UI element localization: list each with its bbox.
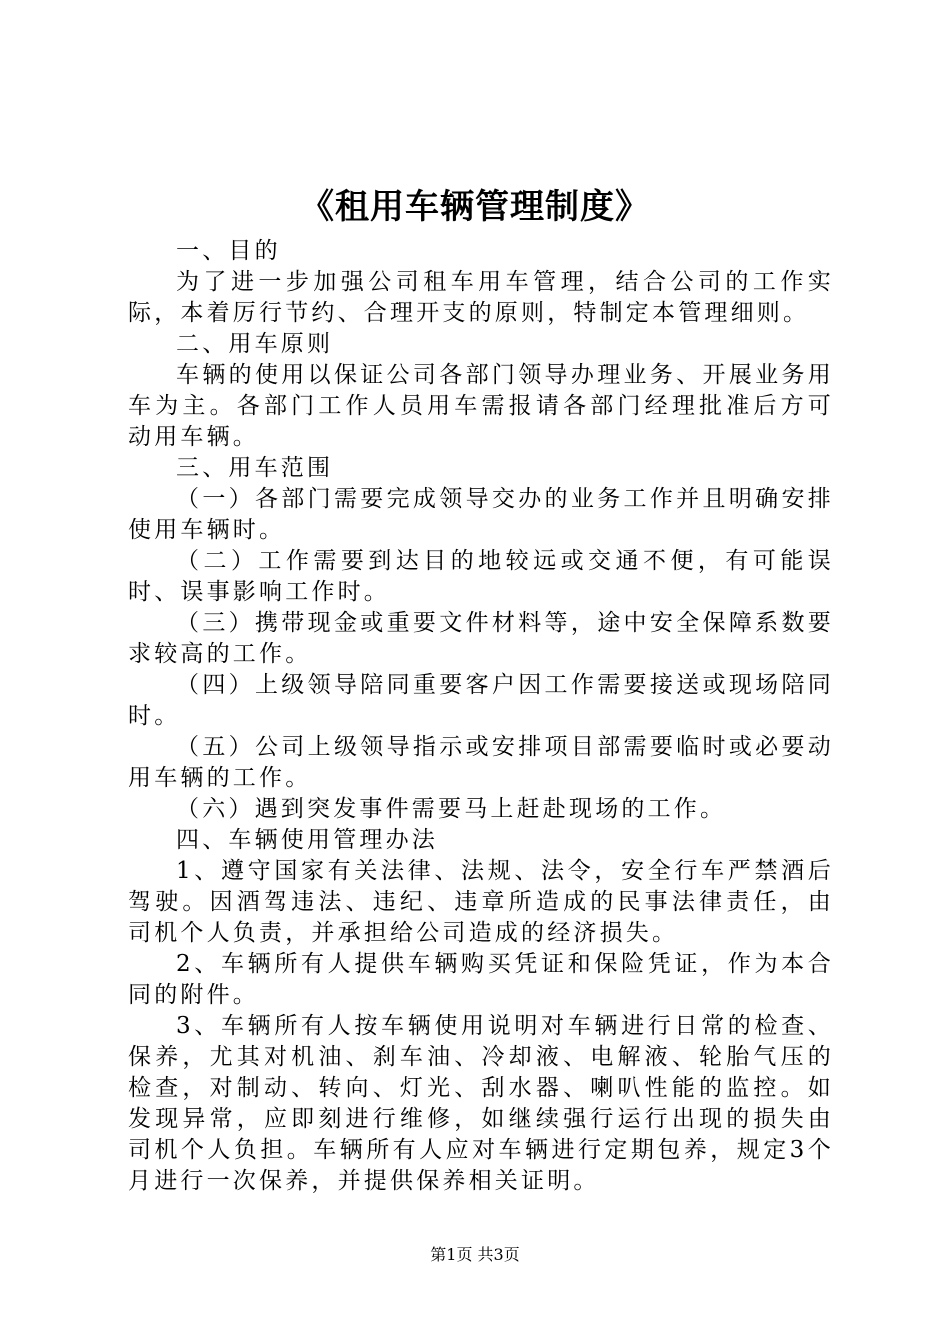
paragraph: 2、车辆所有人提供车辆购买凭证和保险凭证，作为本合同的附件。 xyxy=(128,951,834,1008)
section-heading: 一、目的 xyxy=(176,238,281,264)
section-heading: 三、用车范围 xyxy=(176,455,334,481)
list-item: （三）携带现金或重要文件材料等，途中安全保障系数要求较高的工作。 xyxy=(128,610,834,667)
list-item: （五）公司上级领导指示或安排项目部需要临时或必要动用车辆的工作。 xyxy=(128,734,834,791)
paragraph: 1、遵守国家有关法律、法规、法令，安全行车严禁酒后驾驶。因酒驾违法、违纪、违章所造成的民事法律责任，由司机个人负责，并承担给公司造成的经济损失。 xyxy=(128,858,834,946)
section-heading: 二、用车原则 xyxy=(176,331,334,357)
document-body xyxy=(128,236,834,1197)
list-item: （二）工作需要到达目的地较远或交通不便，有可能误时、误事影响工作时。 xyxy=(128,548,834,605)
paragraph: 车辆的使用以保证公司各部门领导办理业务、开展业务用车为主。各部门工作人员用车需报请各部门经理批准后方可动用车辆。 xyxy=(128,362,834,450)
section-heading: 四、车辆使用管理办法 xyxy=(176,827,438,853)
paragraph: 为了进一步加强公司租车用车管理，结合公司的工作实际，本着厉行节约、合理开支的原则，特制定本管理细则。 xyxy=(128,269,834,326)
paragraph: 3、车辆所有人按车辆使用说明对车辆进行日常的检查、保养，尤其对机油、刹车油、冷却液、电解液、轮胎气压的检查，对制动、转向、灯光、刮水器、喇叭性能的监控。如发现异常，应即刻进行维修，如继续强行运行出现的损失由司机个人负担。车辆所有人应对车辆进行定期包养，规定3个月进行一次保养，并提供保养相关证明。 xyxy=(128,1013,834,1194)
list-item: （六）遇到突发事件需要马上赶赴现场的工作。 xyxy=(176,796,727,822)
page-footer: 第1页 共3页 xyxy=(430,1245,520,1264)
page-title: 《租用车辆管理制度》 xyxy=(300,187,650,227)
list-item: （四）上级领导陪同重要客户因工作需要接送或现场陪同时。 xyxy=(128,672,834,729)
list-item: （一）各部门需要完成领导交办的业务工作并且明确安排使用车辆时。 xyxy=(128,486,834,543)
